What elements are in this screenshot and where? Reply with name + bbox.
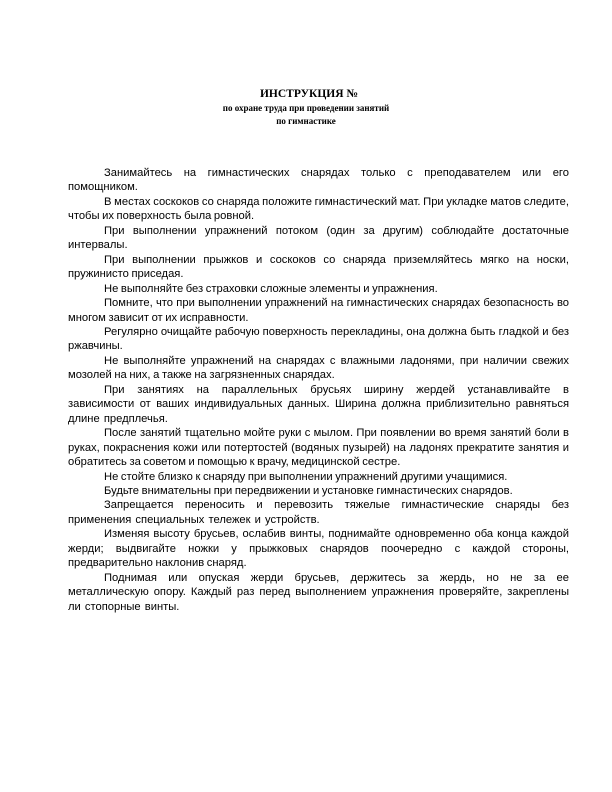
- paragraph: При выполнении прыжков и соскоков со снаряда приземляйтесь мягко на носки, пружинисто приседая.: [68, 253, 569, 281]
- title-block: [0, 86, 612, 128]
- paragraph: При выполнении упражнений потоком (один за другим) соблюдайте достаточные интервалы.: [68, 224, 569, 252]
- document-subtitle-line-1: по охране труда при проведении занятий: [222, 103, 390, 113]
- paragraph: Регулярно очищайте рабочую поверхность перекладины, она должна быть гладкой и без ржавчины.: [68, 325, 569, 353]
- paragraph: Не выполняйте без страховки сложные элементы и упражнения.: [104, 282, 438, 295]
- paragraph: Изменяя высоту брусьев, ослабив винты, поднимайте одновременно оба конца каждой жерди; выдвигайте ножки у прыжковых снарядов поочередно с каждой стороны, предварительно наклонив снаряд.: [68, 528, 569, 570]
- instruction-body: [68, 166, 569, 614]
- paragraph: В местах соскоков со снаряда положите гимнастический мат. При укладке матов следите, чтобы их поверхность была ровной.: [68, 195, 569, 223]
- document-title: ИНСТРУКЦИЯ №: [259, 88, 358, 100]
- paragraph: После занятий тщательно мойте руки с мылом. При появлении во время занятий боли в руках, покраснения кожи или потертостей (водяных пузырей) на ладонях прекратите занятия и обратитесь за советом и помощью к врачу, медицинской сестре.: [68, 427, 569, 469]
- paragraph: Занимайтесь на гимнастических снарядах только с преподавателем или его помощником.: [68, 167, 569, 194]
- paragraph: Не стойте близко к снаряду при выполнении упражнений другими учащимися.: [104, 470, 508, 483]
- paragraph: Помните, что при выполнении упражнений на гимнастических снарядах безопасность во многом зависит от их исправности.: [68, 297, 569, 324]
- paragraph: Будьте внимательны при передвижении и установке гимнастических снарядов.: [104, 484, 513, 497]
- document-subtitle-line-2: по гимнастике: [276, 116, 336, 126]
- paragraph: Не выполняйте упражнений на снарядах с влажными ладонями, при наличии свежих мозолей на них, а также на загрязненных снарядах.: [68, 354, 569, 382]
- paragraph: Поднимая или опуская жерди брусьев, держитесь за жердь, но не за ее металлическую опору. Каждый раз перед выполнением упражнения проверяйте, закреплены ли стопорные винты.: [68, 571, 569, 613]
- paragraph: Запрещается переносить и перевозить тяжелые гимнастические снаряды без применения специальных тележек и устройств.: [68, 499, 569, 526]
- paragraph: При занятиях на параллельных брусьях ширину жердей устанавливайте в зависимости от ваших индивидуальных данных. Ширина должна приблизительно равняться длине предплечья.: [68, 383, 569, 425]
